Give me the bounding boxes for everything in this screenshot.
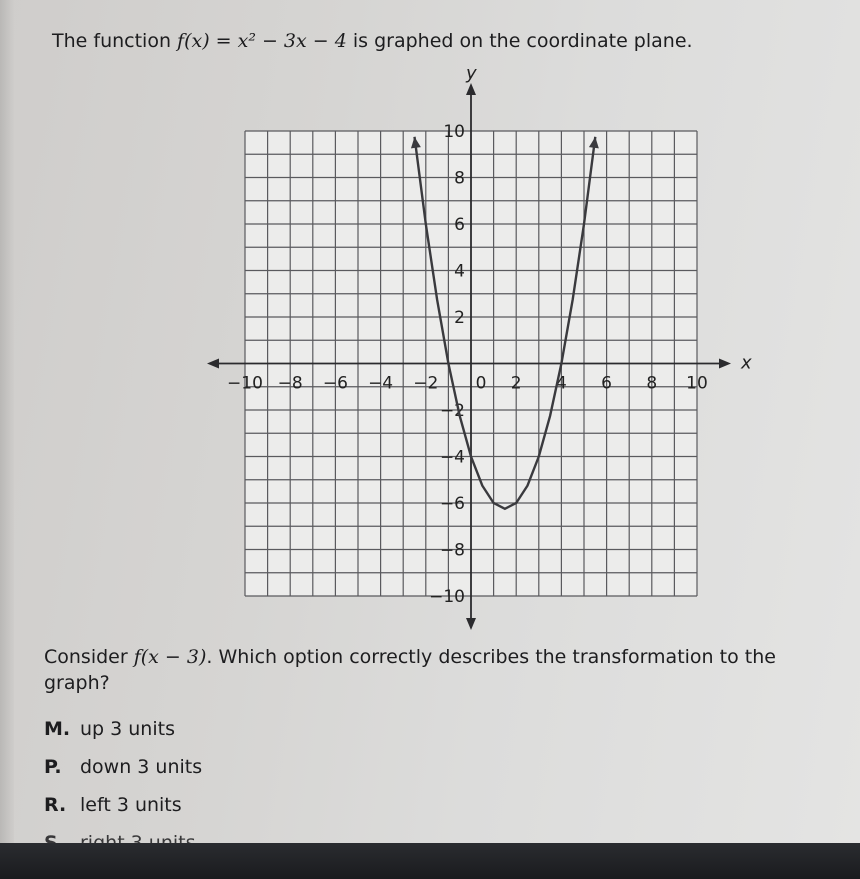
- option-label: left 3 units: [80, 794, 182, 816]
- prompt-function: f(x) = x² − 3x − 4: [177, 30, 347, 52]
- y-tick-label: −4: [439, 447, 465, 468]
- answer-options: [44, 710, 202, 862]
- x-tick-label: −10: [227, 373, 263, 394]
- y-tick-label: 10: [443, 122, 465, 142]
- y-axis-arrow-up: [466, 83, 476, 95]
- y-tick-label: −6: [439, 494, 465, 514]
- y-axis-label: y: [466, 63, 477, 84]
- x-tick-label: −4: [368, 373, 394, 394]
- x-tick-label: −2: [413, 373, 439, 394]
- option-m[interactable]: [44, 710, 202, 748]
- y-tick-label: −2: [439, 401, 465, 421]
- prompt-text: [52, 30, 693, 52]
- x-tick-label: 0: [475, 373, 487, 394]
- option-letter: P.: [44, 756, 62, 778]
- x-tick-label: 8: [646, 373, 658, 394]
- y-tick-label: 6: [454, 215, 465, 235]
- screen-bottom-bezel: [0, 843, 860, 879]
- x-tick-label: 2: [510, 373, 522, 394]
- option-p[interactable]: [44, 748, 202, 786]
- x-axis-arrow-left: [207, 359, 219, 369]
- page-edge: [0, 0, 14, 879]
- question-before: Consider: [44, 646, 134, 668]
- x-tick-label: −8: [277, 373, 303, 394]
- coordinate-plane-graph: [195, 63, 755, 634]
- prompt-intro: The function: [52, 30, 178, 52]
- y-axis-arrow-down: [466, 618, 476, 630]
- option-r[interactable]: [44, 786, 202, 824]
- question-text: [44, 644, 844, 696]
- y-tick-label: −8: [439, 540, 465, 561]
- x-tick-label: 10: [686, 373, 708, 394]
- option-label: up 3 units: [80, 718, 175, 740]
- option-label: down 3 units: [80, 756, 203, 778]
- option-letter: M.: [44, 718, 71, 740]
- x-tick-label: 4: [555, 373, 567, 394]
- x-axis-label: x: [741, 352, 752, 374]
- x-axis-arrow-right: [719, 359, 731, 369]
- prompt-outro: is graphed on the coordinate plane.: [346, 30, 693, 52]
- option-letter: R.: [44, 794, 67, 816]
- y-tick-label: 4: [454, 261, 465, 282]
- y-tick-label: −10: [429, 587, 465, 607]
- y-tick-label: 8: [454, 168, 465, 189]
- question-after: . Which option correctly describes the transformation to the graph?: [44, 646, 776, 694]
- question-expression: f(x − 3): [133, 646, 207, 668]
- y-tick-label: 2: [454, 308, 465, 328]
- x-tick-label: −6: [322, 373, 348, 394]
- x-tick-label: 6: [601, 373, 613, 394]
